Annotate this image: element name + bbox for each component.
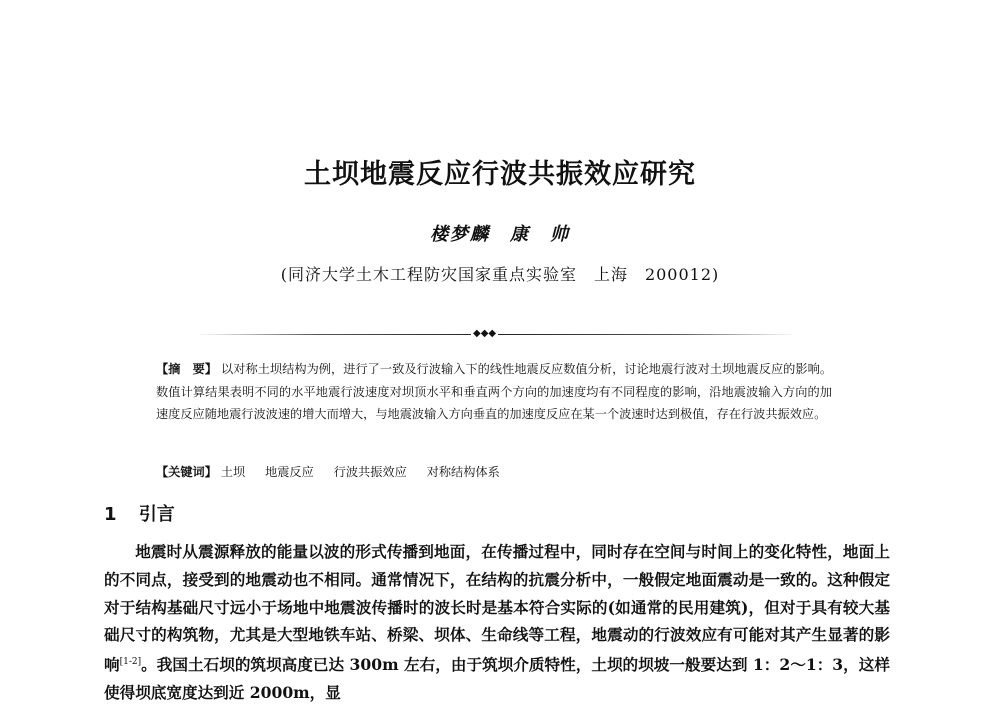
abstract-text: 以对称土坝结构为例，进行了一致及行波输入下的线性地震反应数值分析，讨论地震行波对土坝地震反应的影响。数值计算结果表明不同的水平地震行波速度对坝顶水平和垂直两个方向的加速度均有不同程度的影响，沿地震波输入方向的加速度反应随地震行波波速的增大而增大，与地震波输入方向垂直的加速度反应在某一个波速时达到极值，存在行波共振效应。 <box>156 362 833 421</box>
keyword-item: 对称结构体系 <box>426 465 500 479</box>
keywords-label: 【关键词】 <box>156 465 217 479</box>
body-text-part2: 。我国土石坝的筑坝高度已达 300m 左右，由于筑坝介质特性，土坝的坝坡一般要达到 1：2～1：3，这样使得坝底宽度达到近 2000m，显 <box>104 655 890 703</box>
keyword-item: 地震反应 <box>265 465 314 479</box>
section-number: 1 <box>104 504 117 525</box>
keyword-item: 行波共振效应 <box>333 465 407 479</box>
section-heading <box>104 500 175 526</box>
paper-affiliation: (同济大学土木工程防灾国家重点实验室 上海 200012) <box>280 265 720 284</box>
abstract-label: 【摘 要】 <box>156 362 218 376</box>
keywords <box>156 462 832 482</box>
paper-authors: 楼梦麟 康 帅 <box>430 224 570 245</box>
divider-ornament: ◆◆◆ <box>473 328 497 339</box>
paper-title: 土坝地震反应行波共振效应研究 <box>304 159 696 190</box>
abstract <box>156 358 832 426</box>
citation-ref: [1-2] <box>119 657 142 668</box>
body-paragraph <box>104 538 890 707</box>
section-title: 引言 <box>138 504 175 525</box>
body-text-part1: 地震时从震源释放的能量以波的形式传播到地面，在传播过程中，同时存在空间与时间上的变化特性，地面上的不同点，接受到的地震动也不相同。通常情况下，在结构的抗震分析中，一般假定地面震动是一致的。这种假定对于结构基础尺寸远小于场地中地震波传播时的波长时是基本符合实际的(如通常的民用建筑)，但对于具有较大基础尺寸的构筑物，尤其是大型地铁车站、桥梁、坝体、生命线等工程，地震动的行波效应有可能对其产生显著的影响 <box>104 542 890 675</box>
keyword-item: 土坝 <box>220 465 246 479</box>
title-divider <box>196 328 796 339</box>
